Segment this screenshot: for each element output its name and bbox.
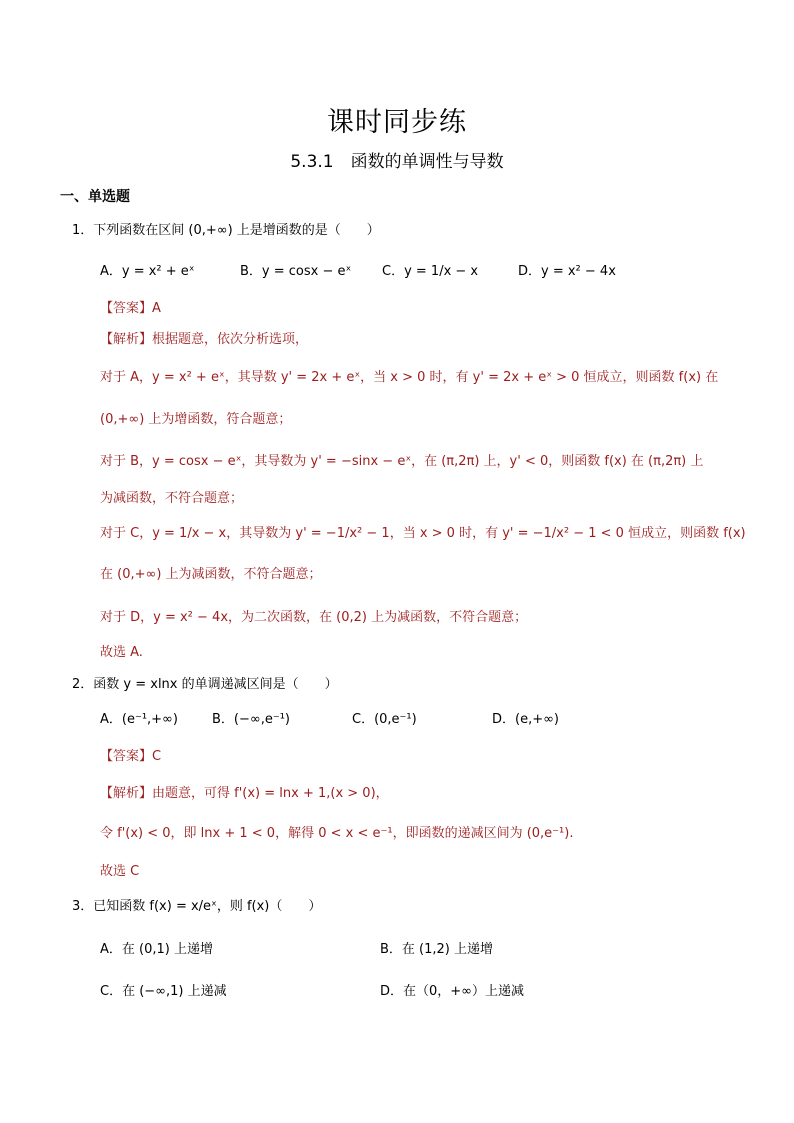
question-1-analysis-line: 【解析】根据题意，依次分析选项， [100,332,309,347]
question-3-option-c: C．在 (−∞,1) 上递减 [100,984,227,999]
question-1-analysis-line: 在 (0,+∞) 上为减函数，不符合题意； [100,567,322,582]
question-1-analysis-line: 对于 B，y = cosx − eˣ，其导数为 y' = −sinx − eˣ，在 (π,2π) 上，y' < 0，则函数 f(x) 在 (π,2π) 上 [100,454,704,469]
question-3-option-d: D．在（0，+∞）上递减 [380,984,525,999]
question-3-option-b: B．在 (1,2) 上递增 [380,942,494,957]
question-1-stem: 1．下列函数在区间 (0,+∞) 上是增函数的是（ ） [72,223,380,238]
question-2-option-b: B．(−∞,e⁻¹) [212,712,290,727]
question-2-stem: 2．函数 y = xlnx 的单调递减区间是（ ） [72,677,338,692]
question-1-option-b: B．y = cosx − eˣ [240,264,352,279]
question-1-analysis-line: 对于 C，y = 1/x − x，其导数为 y' = −1/x² − 1，当 x > 0 时，有 y' = −1/x² − 1 < 0 恒成立，则函数 f(x) [100,526,746,541]
question-1-analysis-line: 对于 D，y = x² − 4x，为二次函数，在 (0,2) 上为减函数，不符合题意； [100,610,528,625]
question-1-analysis-line: 为减函数，不符合题意； [100,491,244,506]
question-1-option-a: A．y = x² + eˣ [100,264,195,279]
question-1-analysis-line: 故选 A. [100,645,143,660]
question-1-answer: 【答案】A [100,301,161,316]
question-2-option-d: D．(e,+∞) [492,712,560,727]
question-2-analysis-line: 令 f'(x) < 0，即 lnx + 1 < 0，解得 0 < x < e⁻¹，即函数的递减区间为 (0,e⁻¹). [100,826,574,841]
question-3-option-a: A．在 (0,1) 上递增 [100,942,213,957]
question-1-option-c: C．y = 1/x − x [382,264,479,279]
question-2-answer: 【答案】C [100,749,162,764]
question-2-analysis-line: 故选 C [100,864,140,879]
question-2-analysis-line: 【解析】由题意，可得 f'(x) = lnx + 1,(x > 0)， [100,786,389,801]
question-2-option-c: C．(0,e⁻¹) [352,712,417,727]
section-heading: 一、单选题 [60,189,130,205]
question-1-analysis-line: 对于 A，y = x² + eˣ，其导数 y' = 2x + eˣ，当 x > 0 时，有 y' = 2x + eˣ > 0 恒成立，则函数 f(x) 在 [100,370,719,385]
question-1-option-d: D．y = x² − 4x [518,264,616,279]
question-3-stem: 3．已知函数 f(x) = x/eˣ，则 f(x)（ ） [72,899,322,914]
page-subtitle: 5.3.1 函数的单调性与导数 [290,152,504,172]
question-1-analysis-line: (0,+∞) 上为增函数，符合题意； [100,412,292,427]
page-title: 课时同步练 [327,107,467,138]
question-2-option-a: A．(e⁻¹,+∞) [100,712,178,727]
